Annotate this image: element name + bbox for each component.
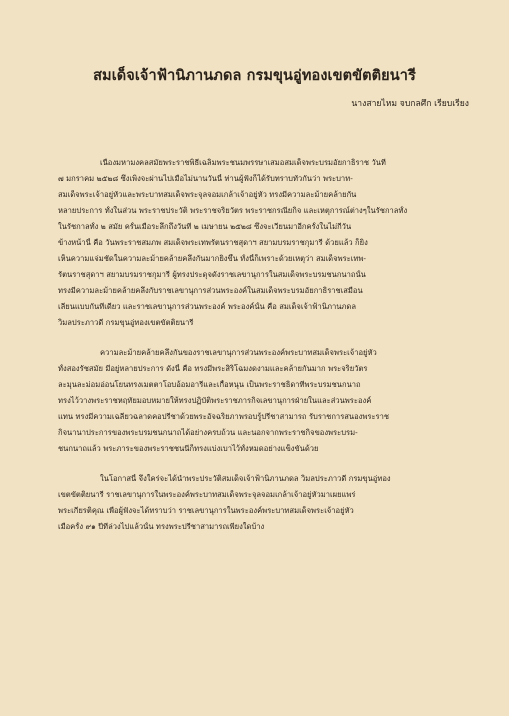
paragraph-2-line: ความละม้ายคล้ายคลึงกันของราชเลขานุการส่วนพระองค์พระบาทสมเด็จพระเจ้าอยู่หัว [100,348,377,357]
paragraph-3-line: พระเกียรติคุณ เพื่อผู้ฟังจะได้ทราบว่า ราชเลขานุการในพระองค์พระบาทสมเด็จพระเจ้าอยู่หัว [58,506,354,515]
paragraph-2-line: กิจนานาประการของพระบรมชนกนาถได้อย่างครบถ้วน และนอกจากพระราชกิจของพระบรม- [58,428,358,437]
paragraph-1-line: ทรงมีความละม้ายคล้ายคลึงกับราชเลขานุการส่วนพระองค์ในสมเด็จพระบรมอัยกาธิราชเสมือน [58,286,363,295]
paragraph-1-line: วิมลประภาวดี กรมขุนอู่ทองเขตขัตติยนารี [58,318,194,327]
paragraph-3-line: เขตขัตติยนารี ราชเลขานุการในพระองค์พระบาทสมเด็จพระจุลจอมเกล้าเจ้าอยู่หัวมาเผยแพร่ [58,490,356,499]
paragraph-1-line: เนื่องมหามงคลสมัยพระราชพิธีเฉลิมพระชนมพรรษาเสมอสมเด็จพระบรมอัยกาธิราช วันที่ [100,158,386,167]
paragraph-1-line: ๗ มกราคม ๒๕๒๘ ซึ่งเพิ่งจะผ่านไปเมื่อไม่นานวันนี้ ท่านผู้ฟังก็ได้รับทราบทั่วกันว่า พระบาท- [58,174,353,183]
paragraph-2-line: ชนกนาถแล้ว พระภาระของพระราชชนนีก็ทรงแบ่งเบาไว้ทั้งหมดอย่างแข็งขันด้วย [58,444,319,453]
paragraph-2-line: ทรงไว้วางพระราชหฤทัยมอบหมายให้ทรงปฏิบัติพระราชภารกิจเลขานุการฝ่ายในและส่วนพระองค์ [58,396,372,405]
paragraph-1-line: ข้างหน้านี้ คือ วันพระราชสมภพ สมเด็จพระเทพรัตนราชสุดาฯ สยามบรมราชกุมารี ด้วยแล้ว ก็ยิ่ง [58,238,368,247]
paragraph-2-line: ละมุนละม่อมอ่อนโยนทรงเมตตาโอบอ้อมอารีและเกื้อหนุน เป็นพระราชธิดาที่พระบรมชนกนาถ [58,380,361,389]
paragraph-1-line: สมเด็จพระเจ้าอยู่หัวและพระบาทสมเด็จพระจุลจอมเกล้าเจ้าอยู่หัว ทรงมีความละม้ายคล้ายกัน [58,190,357,199]
paragraph-1-line: รัตนราชสุดาฯ สยามบรมราชกุมารี ผู้ทรงประดุจดังราชเลขานุการในสมเด็จพระบรมชนกนาถนั้น [58,270,366,279]
paragraph-1-line: เห็นความแจ่มชัดในความละม้ายคล้ายคลึงกันมากยิ่งขึ้น ทั้งนี้ก็เพราะด้วยเหตุว่า สมเด็จพระเทพ- [58,254,366,263]
paragraph-1-line: เลียนแบบกันทีเดียว และราชเลขานุการส่วนพระองค์ พระองค์นั้น คือ สมเด็จเจ้าฟ้านิภานภดล [58,302,357,311]
paragraph-3-line: ในโอกาสนี้ จึงใคร่จะได้นำพระประวัติสมเด็จเจ้าฟ้านิภานภดล วิมลประภาวดี กรมขุนอู่ทอง [100,474,391,483]
paragraph-3-line: เมื่อครั้ง ๙๑ ปีที่ล่วงไปแล้วนั้น ทรงพระปรีชาสามารถเพียงใดบ้าง [58,522,265,531]
paragraph-2-line: แทน ทรงมีความเฉลียวฉลาดคอปรีชาด้วยพระอัจฉริยภาพรอบรู้ปรีชาสามารถ รับราชการสนองพระราช [58,412,390,421]
author-byline: นางสายไหม จบกลศึก เรียบเรียง [351,99,469,109]
paragraph-1-line: หลายประการ ทั้งในส่วน พระราชประวัติ พระราชจริยวัตร พระราชกรณียกิจ และเหตุการณ์ต่างๆในรัชกาลทั้ง [58,206,408,215]
paragraph-1-line: ในรัชกาลทั้ง ๒ สมัย ครั้นเมื่อระลึกถึงวันที่ ๒ เมษายน ๒๕๒๘ ซึ่งจะเวียนมาอีกครั้งในไม่กี่วัน [58,222,352,231]
document-title: สมเด็จเจ้าฟ้านิภานภดล กรมขุนอู่ทองเขตขัตติยนารี [93,68,416,84]
paragraph-2-line: ทั้งสองรัชสมัย มีอยู่หลายประการ ดังนี้ คือ ทรงมีพระสิริโฉมงดงามและคล้ายกันมาก พระจริยวัตร [58,364,368,373]
